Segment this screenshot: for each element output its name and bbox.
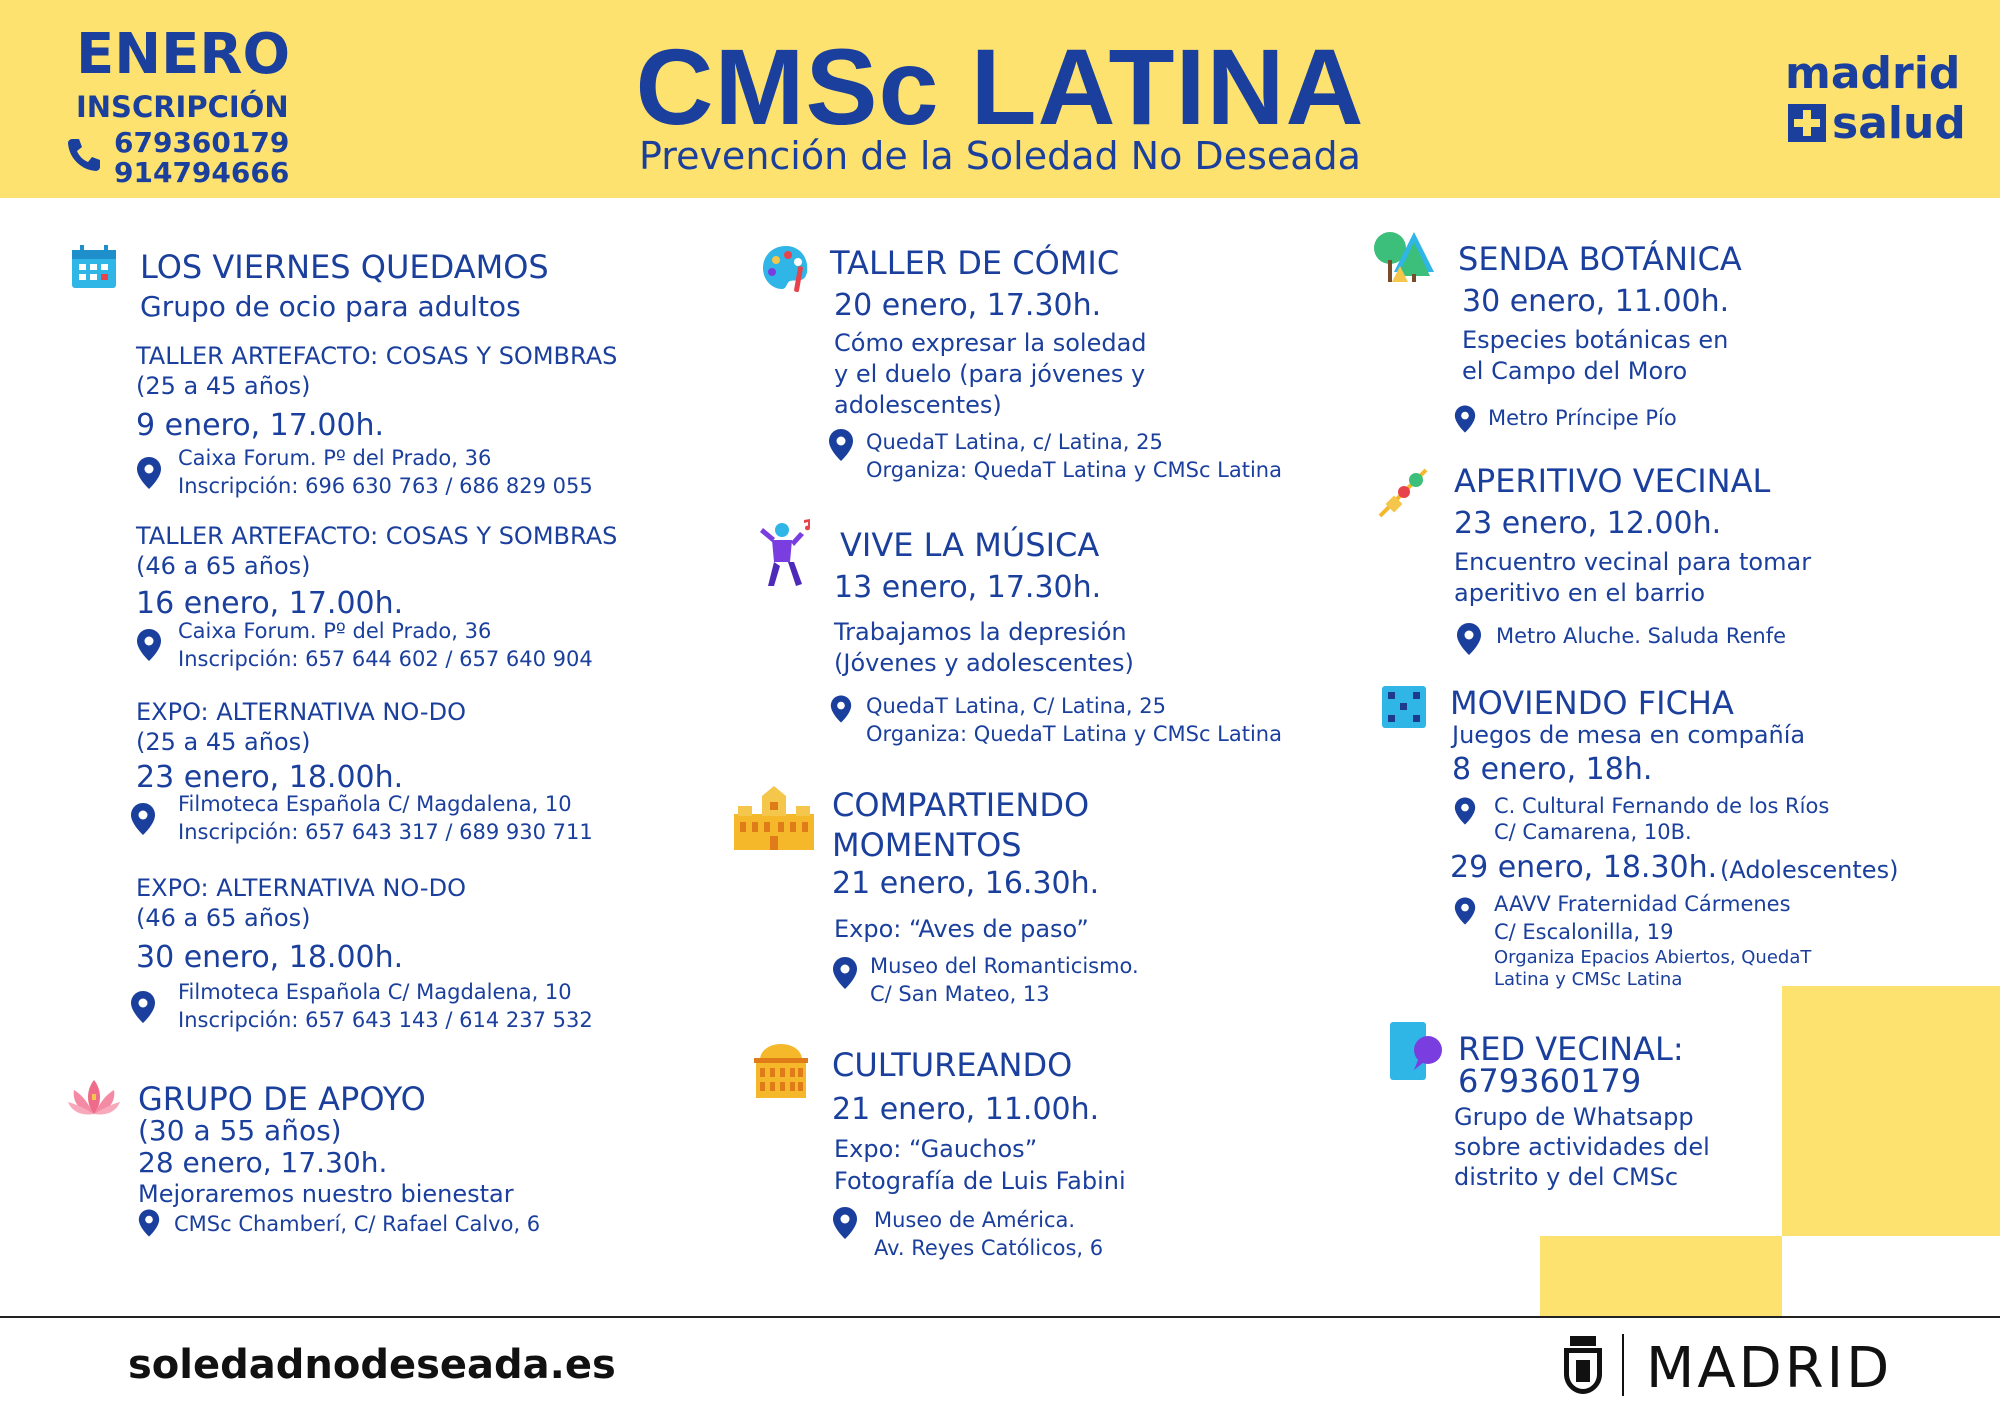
madrid-salud-logo-line2: salud (1832, 98, 1966, 149)
skewer-icon (1376, 466, 1430, 520)
comic-title: TALLER DE CÓMIC (830, 244, 1120, 282)
lotus-icon (66, 1076, 122, 1120)
aperitivo-date: 23 enero, 12.00h. (1454, 506, 1722, 541)
decorative-block (1782, 986, 2000, 1236)
aperitivo-desc-1: Encuentro vecinal para tomar (1454, 548, 1812, 576)
ficha-place-2b: C/ Escalonilla, 19 (1494, 920, 1674, 944)
comic-desc-1: Cómo expresar la soledad (834, 329, 1147, 357)
location-pin-icon (130, 802, 156, 836)
dancer-icon (758, 518, 814, 590)
ficha-title: MOVIENDO FICHA (1450, 684, 1734, 722)
chat-phone-icon (1388, 1020, 1446, 1082)
comic-place: QuedaT Latina, c/ Latina, 25 (866, 430, 1163, 454)
momentos-date: 21 enero, 16.30h. (832, 866, 1100, 901)
momentos-place-1: Museo del Romanticismo. (870, 954, 1139, 978)
momentos-desc: Expo: “Aves de paso” (834, 915, 1089, 943)
event-ages: (46 a 65 años) (136, 904, 311, 932)
logo-separator (1622, 1334, 1624, 1396)
senda-desc-2: el Campo del Moro (1462, 357, 1688, 385)
website-link[interactable]: soledadnodeseada.es (128, 1342, 616, 1388)
ficha-org-1: Organiza Epacios Abiertos, QuedaT (1494, 947, 1812, 968)
event-date: 23 enero, 18.00h. (136, 760, 404, 795)
location-pin-icon (130, 990, 156, 1024)
ficha-org-2: Latina y CMSc Latina (1494, 969, 1683, 990)
cultureando-place-1: Museo de América. (874, 1208, 1076, 1232)
calendar-icon (70, 244, 118, 290)
senda-place: Metro Príncipe Pío (1488, 406, 1677, 430)
apoyo-place: CMSc Chamberí, C/ Rafael Calvo, 6 (174, 1212, 541, 1236)
comic-desc-3: adolescentes) (834, 391, 1002, 419)
apoyo-ages: (30 a 55 años) (138, 1114, 342, 1147)
ficha-place-1b: C/ Camarena, 10B. (1494, 820, 1692, 844)
red-desc-3: distrito y del CMSc (1454, 1163, 1679, 1191)
musica-org: Organiza: QuedaT Latina y CMSc Latina (866, 722, 1282, 746)
ficha-date-2-note: (Adolescentes) (1720, 856, 1899, 884)
musica-title: VIVE LA MÚSICA (840, 526, 1100, 564)
cultureando-place-2: Av. Reyes Católicos, 6 (874, 1236, 1104, 1260)
viernes-subtitle: Grupo de ocio para adultos (140, 290, 521, 323)
location-pin-icon (832, 956, 858, 990)
phone-number-2: 914794666 (114, 156, 290, 189)
senda-desc-1: Especies botánicas en (1462, 326, 1729, 354)
event-name: TALLER ARTEFACTO: COSAS Y SOMBRAS (136, 522, 618, 550)
event-place: Filmoteca Española C/ Magdalena, 10 (178, 792, 572, 816)
musica-date: 13 enero, 17.30h. (834, 570, 1102, 605)
madrid-salud-logo-line1: madrid (1785, 48, 1961, 99)
cultureando-desc-1: Expo: “Gauchos” (834, 1135, 1038, 1163)
cultureando-desc-2: Fotografía de Luis Fabini (834, 1167, 1126, 1195)
location-pin-icon (830, 694, 852, 724)
apoyo-title: GRUPO DE APOYO (138, 1080, 426, 1118)
event-inscription: Inscripción: 657 643 143 / 614 237 532 (178, 1008, 593, 1032)
madrid-logo-text: MADRID (1646, 1336, 1893, 1401)
cultureando-title: CULTUREANDO (832, 1046, 1073, 1084)
momentos-title-2: MOMENTOS (832, 826, 1022, 864)
ficha-place-1a: C. Cultural Fernando de los Ríos (1494, 794, 1830, 818)
aperitivo-title: APERITIVO VECINAL (1454, 462, 1771, 500)
senda-date: 30 enero, 11.00h. (1462, 284, 1730, 319)
page-subtitle: Prevención de la Soledad No Deseada (639, 134, 1361, 178)
event-date: 30 enero, 18.00h. (136, 940, 404, 975)
apoyo-desc: Mejoraremos nuestro bienestar (138, 1180, 514, 1208)
event-date: 16 enero, 17.00h. (136, 586, 404, 621)
ficha-date-1: 8 enero, 18h. (1452, 752, 1653, 787)
red-desc-1: Grupo de Whatsapp (1454, 1103, 1694, 1131)
event-ages: (46 a 65 años) (136, 552, 311, 580)
event-place: Caixa Forum. Pº del Prado, 36 (178, 446, 492, 470)
viernes-title: LOS VIERNES QUEDAMOS (140, 248, 549, 286)
location-pin-icon (1456, 622, 1482, 656)
inscription-label: INSCRIPCIÓN (76, 90, 289, 124)
event-name: TALLER ARTEFACTO: COSAS Y SOMBRAS (136, 342, 618, 370)
event-inscription: Inscripción: 657 643 317 / 689 930 711 (178, 820, 593, 844)
musica-desc-2: (Jóvenes y adolescentes) (834, 649, 1134, 677)
red-title-1: RED VECINAL: (1458, 1030, 1684, 1068)
plus-icon (1788, 104, 1826, 142)
event-place: Filmoteca Española C/ Magdalena, 10 (178, 980, 572, 1004)
comic-org: Organiza: QuedaT Latina y CMSc Latina (866, 458, 1282, 482)
location-pin-icon (1454, 796, 1476, 826)
location-pin-icon (828, 428, 854, 462)
location-pin-icon (832, 1206, 858, 1240)
month-label: ENERO (76, 22, 291, 87)
decorative-block (1540, 1236, 1782, 1316)
event-name: EXPO: ALTERNATIVA NO-DO (136, 698, 466, 726)
event-inscription: Inscripción: 696 630 763 / 686 829 055 (178, 474, 593, 498)
museum-icon (752, 1042, 810, 1100)
event-ages: (25 a 45 años) (136, 372, 311, 400)
cultureando-date: 21 enero, 11.00h. (832, 1092, 1100, 1127)
red-title-2: 679360179 (1458, 1062, 1642, 1100)
momentos-title-1: COMPARTIENDO (832, 786, 1090, 824)
phone-number-1: 679360179 (114, 126, 290, 159)
ficha-subtitle: Juegos de mesa en compañía (1452, 721, 1806, 749)
dice-icon (1380, 684, 1428, 730)
ficha-place-2a: AAVV Fraternidad Cármenes (1494, 892, 1791, 916)
event-ages: (25 a 45 años) (136, 728, 311, 756)
aperitivo-place: Metro Aluche. Saluda Renfe (1496, 624, 1787, 648)
location-pin-icon (1454, 404, 1476, 434)
musica-place: QuedaT Latina, C/ Latina, 25 (866, 694, 1166, 718)
trees-icon (1372, 228, 1438, 284)
aperitivo-desc-2: aperitivo en el barrio (1454, 579, 1706, 607)
location-pin-icon (138, 1208, 160, 1238)
senda-title: SENDA BOTÁNICA (1458, 240, 1742, 278)
palette-icon (760, 242, 812, 294)
footer-divider (0, 1316, 2000, 1318)
momentos-place-2: C/ San Mateo, 13 (870, 982, 1050, 1006)
musica-desc-1: Trabajamos la depresión (834, 618, 1127, 646)
ficha-date-2: 29 enero, 18.30h. (1450, 850, 1718, 885)
red-desc-2: sobre actividades del (1454, 1133, 1710, 1161)
location-pin-icon (136, 456, 162, 490)
comic-date: 20 enero, 17.30h. (834, 288, 1102, 323)
comic-desc-2: y el duelo (para jóvenes y (834, 360, 1146, 388)
location-pin-icon (136, 628, 162, 662)
event-place: Caixa Forum. Pº del Prado, 36 (178, 619, 492, 643)
event-date: 9 enero, 17.00h. (136, 408, 385, 443)
palace-icon (732, 784, 816, 852)
event-inscription: Inscripción: 657 644 602 / 657 640 904 (178, 647, 593, 671)
madrid-shield-icon (1560, 1334, 1606, 1396)
event-name: EXPO: ALTERNATIVA NO-DO (136, 874, 466, 902)
page-title: CMSc LATINA (635, 26, 1365, 147)
location-pin-icon (1454, 896, 1476, 926)
apoyo-date: 28 enero, 17.30h. (138, 1146, 388, 1179)
